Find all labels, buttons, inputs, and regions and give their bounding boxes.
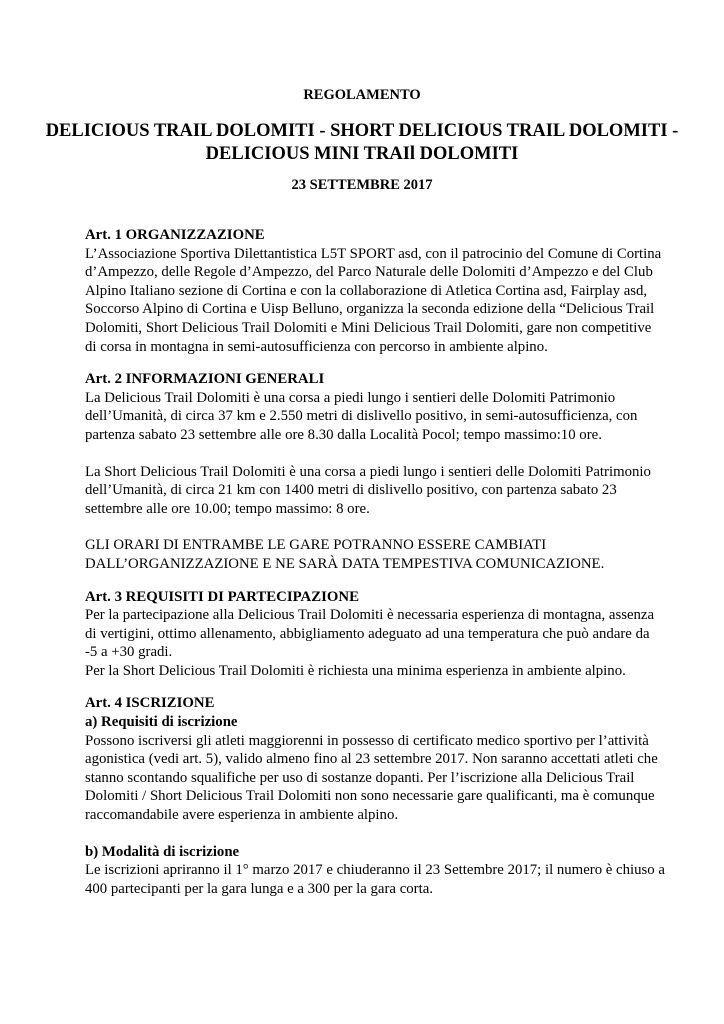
article-1-title: Art. 1 ORGANIZZAZIONE <box>85 227 265 243</box>
article-3-paragraph-2: Per la Short Delicious Trail Dolomiti è richiesta una minima esperienza in ambiente alpino. <box>85 662 626 679</box>
article-1 <box>85 226 665 356</box>
article-4-section-b-text: Le iscrizioni apriranno il 1° marzo 2017 e chiuderanno il 23 Settembre 2017; il numero è chiuso a 400 partecipanti per la gara lunga e a 300 per la gara corta. <box>85 862 665 897</box>
article-4-section-a-title: a) Requisiti di iscrizione <box>85 714 238 731</box>
article-2-paragraph-3: GLI ORARI DI ENTRAMBE LE GARE POTRANNO ESSERE CAMBIATI DALL’ORGANIZZAZIONE E NE SARÀ DATA TEMPESTIVA COMUNICAZIONE. <box>85 537 605 572</box>
document-label: REGOLAMENTO <box>303 87 421 103</box>
article-4 <box>85 694 665 898</box>
article-4-section-a-text: Possono iscriversi gli atleti maggiorenni in possesso di certificato medico sportivo per l’attività agonistica (vedi art. 5), valido almeno fino al 23 settembre 2017. Non saranno accettati atleti che stanno scontando squalifiche per uso di sostanze dopanti. Per l’iscrizione alla Delicious Trail Dolomiti / Short Delicious Trail Dolomiti non sono necessarie gare qualificanti, ma è comunque raccomandabile avere esperienza in ambiente alpino. <box>85 732 658 824</box>
event-date: 23 SETTEMBRE 2017 <box>291 177 433 193</box>
article-4-section-a <box>85 713 665 825</box>
article-3-paragraph-1: Per la partecipazione alla Delicious Trail Dolomiti è necessaria esperienza di montagna, assenza di vertigini, ottimo allenamento, abbigliamento adeguato ad una temperatura che può andare da -5 a +30 gradi. <box>85 607 655 661</box>
article-2 <box>85 370 665 573</box>
article-2-paragraph-1: La Delicious Trail Dolomiti è una corsa a piedi lungo i sentieri delle Dolomiti Patrimonio dell’Umanità, di circa 37 km e 2.550 metri di dislivello positivo, in semi-autosufficienza, con partenza sabato 23 settembre alle ore 8.30 dalla Località Pocol; tempo massimo:10 ore. <box>85 389 638 443</box>
article-4-title: Art. 4 ISCRIZIONE <box>85 695 215 712</box>
article-1-text: L’Associazione Sportiva Dilettantistica L5T SPORT asd, con il patrocinio del Comune di Cortina d’Ampezzo, delle Regole d’Ampezzo, del Parco Naturale delle Dolomiti d’Ampezzo e del Club Alpino Italiano sezione di Cortina e con la collaborazione di Atletica Cortina asd, Fairplay asd, Soccorso Alpino di Cortina e Uisp Belluno, organizza la seconda edizione della “Delicious Trail Dolomiti, Short Delicious Trail Dolomiti e Mini Delicious Trail Dolomiti, gare non competitive di corsa in montagna in semi-autosufficienza con percorso in ambiente alpino. <box>85 245 662 355</box>
article-3 <box>85 588 665 681</box>
article-4-section-b <box>85 843 665 899</box>
article-2-title: Art. 2 INFORMAZIONI GENERALI <box>85 371 325 388</box>
article-3-title: Art. 3 REQUISITI DI PARTECIPAZIONE <box>85 588 359 605</box>
article-4-section-b-title: b) Modalità di iscrizione <box>85 843 240 860</box>
article-2-paragraph-2: La Short Delicious Trail Dolomiti è una corsa a piedi lungo i sentieri delle Dolomiti Patrimonio dell’Umanità, di circa 21 km con 1400 metri di dislivello positivo, con partenza sabato 23 settembre alle ore 10.00; tempo massimo: 8 ore. <box>85 463 651 517</box>
document-body <box>85 226 665 916</box>
document-title: DELICIOUS TRAIL DOLOMITI - SHORT DELICIOUS TRAIL DOLOMITI - DELICIOUS MINI TRAIl DOLOMITI <box>45 121 679 164</box>
